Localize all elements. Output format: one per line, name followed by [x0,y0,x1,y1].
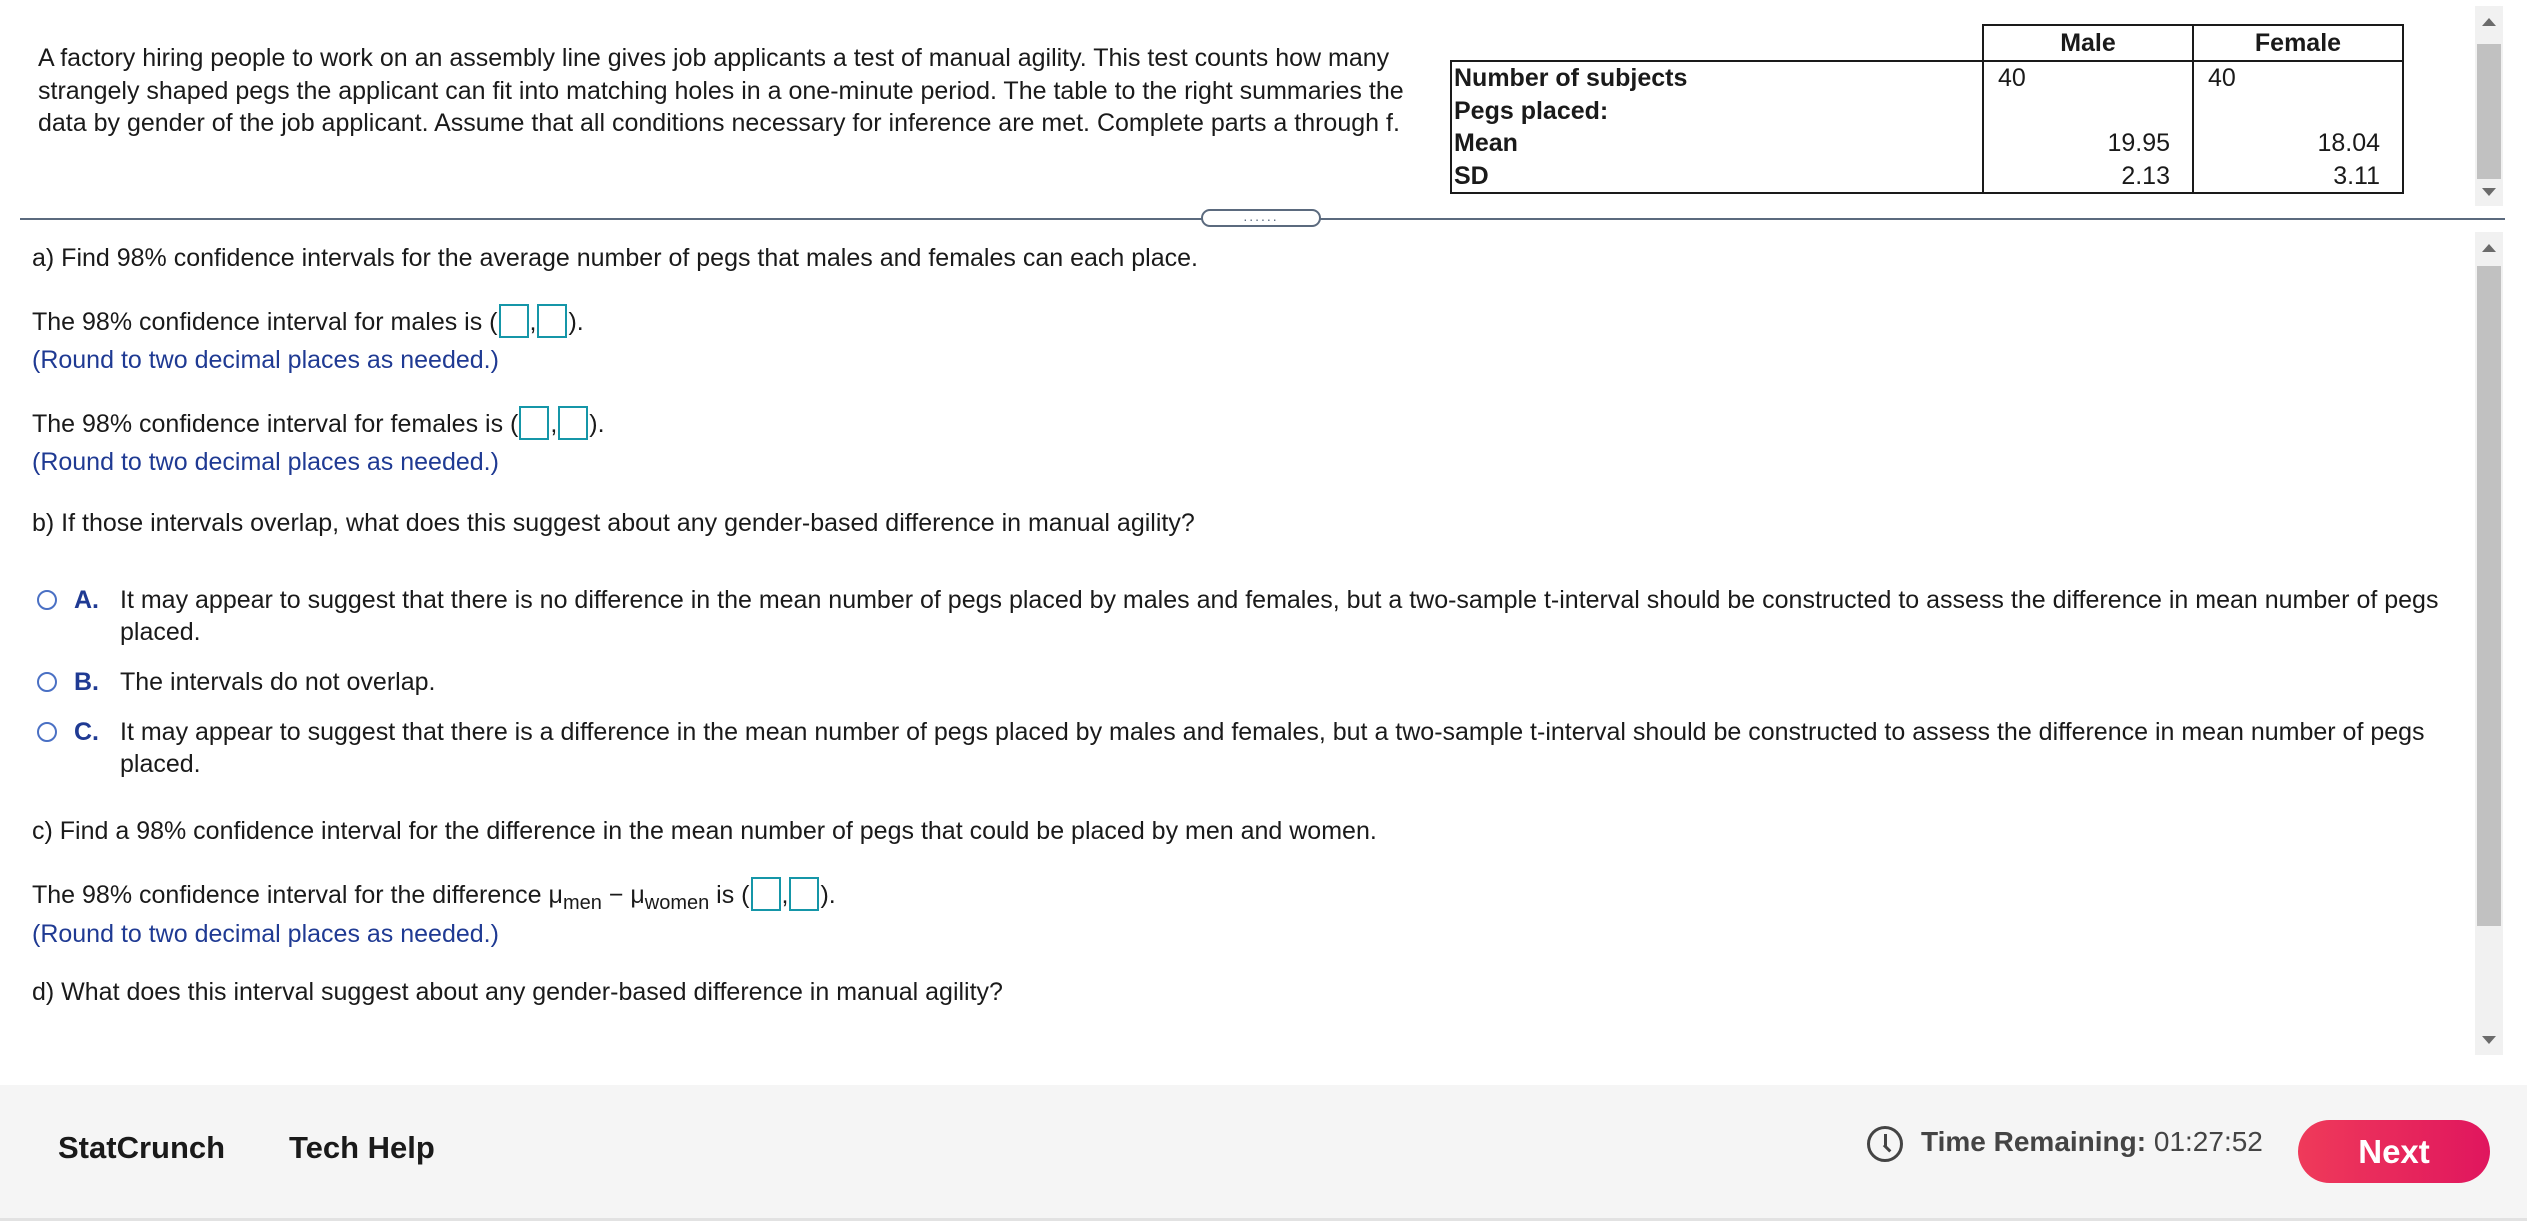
male-mean: 19.95 [2107,129,2170,157]
round-hint: (Round to two decimal places as needed.) [32,448,499,476]
scroll-down-arrow-icon[interactable] [2482,188,2496,196]
difference-interval-line: The 98% confidence interval for the difference $\mu_{men} - \mu_{women}$ is ( , ). [32,879,836,919]
radio-b[interactable] [37,672,57,692]
data-table [1450,24,2404,194]
male-n: 40 [1998,64,2026,92]
option-c[interactable]: C. It may appear to suggest that there is a difference in the mean number of pegs placed by males and females, but a two-sample t-interval should be constructed to assess the difference in mean number of pegs placed. [32,716,2452,780]
option-b[interactable]: B. The intervals do not overlap. [32,666,2452,698]
question-scrollbar[interactable] [2475,232,2503,1055]
statcrunch-link[interactable]: StatCrunch [58,1130,226,1165]
next-button[interactable]: Next [2298,1120,2490,1183]
female-sd: 3.11 [2333,161,2380,190]
females-interval-line: The 98% confidence interval for females is ( , ). [32,408,605,442]
row-labels [1451,61,1983,193]
female-n: 40 [2208,64,2236,92]
question-scrollbar-thumb[interactable] [2477,266,2501,926]
females-lower-input[interactable] [519,406,549,440]
radio-a[interactable] [37,590,57,610]
part-b-prompt: b) If those intervals overlap, what does this suggest about any gender-based difference in manual agility? [32,509,1195,537]
header-female: Female [2193,25,2403,61]
part-a-prompt: a) Find 98% confidence intervals for the average number of pegs that males and females can each place. [32,244,1198,272]
males-upper-input[interactable] [537,304,567,338]
females-upper-input[interactable] [558,406,588,440]
row-label-sd: SD [1454,161,1489,190]
round-hint: (Round to two decimal places as needed.) [32,346,499,374]
scroll-down-arrow-icon[interactable] [2482,1036,2496,1044]
row-label-n: Number of subjects [1454,64,1688,92]
part-c-prompt: c) Find a 98% confidence interval for the difference in the mean number of pegs that could be placed by men and women. [32,817,1377,845]
female-column [2193,61,2403,193]
scroll-up-arrow-icon[interactable] [2482,244,2496,252]
row-label-pegs: Pegs placed: [1454,96,1609,125]
scroll-up-arrow-icon[interactable] [2482,18,2496,26]
males-lower-input[interactable] [499,304,529,338]
pane-resize-handle[interactable]: ...... [1201,209,1321,227]
time-remaining: Time Remaining: 01:27:52 [1921,1126,2263,1157]
difference-lower-input[interactable] [751,877,781,911]
male-sd: 2.13 [2121,161,2170,190]
problem-statement: A factory hiring people to work on an assembly line gives job applicants a test of manual agility. This test counts how many strangely shaped pegs the applicant can fit into matching holes in a one-minute period. The table to the right summaries the data by gender of the job applicant. Assume that all conditions necessary for inference are met. Complete parts a through f. [38,44,1404,137]
round-hint: (Round to two decimal places as needed.) [32,920,499,948]
option-a[interactable]: A. It may appear to suggest that there is no difference in the mean number of pegs placed by males and females, but a two-sample t-interval should be constructed to assess the difference in mean number of pegs placed. [32,584,2452,648]
top-scrollbar[interactable] [2475,6,2503,206]
time-value: 01:27:52 [2153,1126,2263,1157]
tech-help-link[interactable]: Tech Help [289,1130,435,1165]
part-d-prompt: d) What does this interval suggest about any gender-based difference in manual agility? [32,978,1003,1006]
radio-c[interactable] [37,722,57,742]
males-interval-line: The 98% confidence interval for males is ( , ). [32,306,584,340]
clock-icon [1867,1126,1903,1162]
top-scrollbar-thumb[interactable] [2477,44,2501,179]
male-column [1983,61,2193,193]
row-label-mean: Mean [1454,129,1518,157]
female-mean: 18.04 [2317,129,2380,157]
header-male: Male [1983,25,2193,61]
difference-upper-input[interactable] [789,877,819,911]
